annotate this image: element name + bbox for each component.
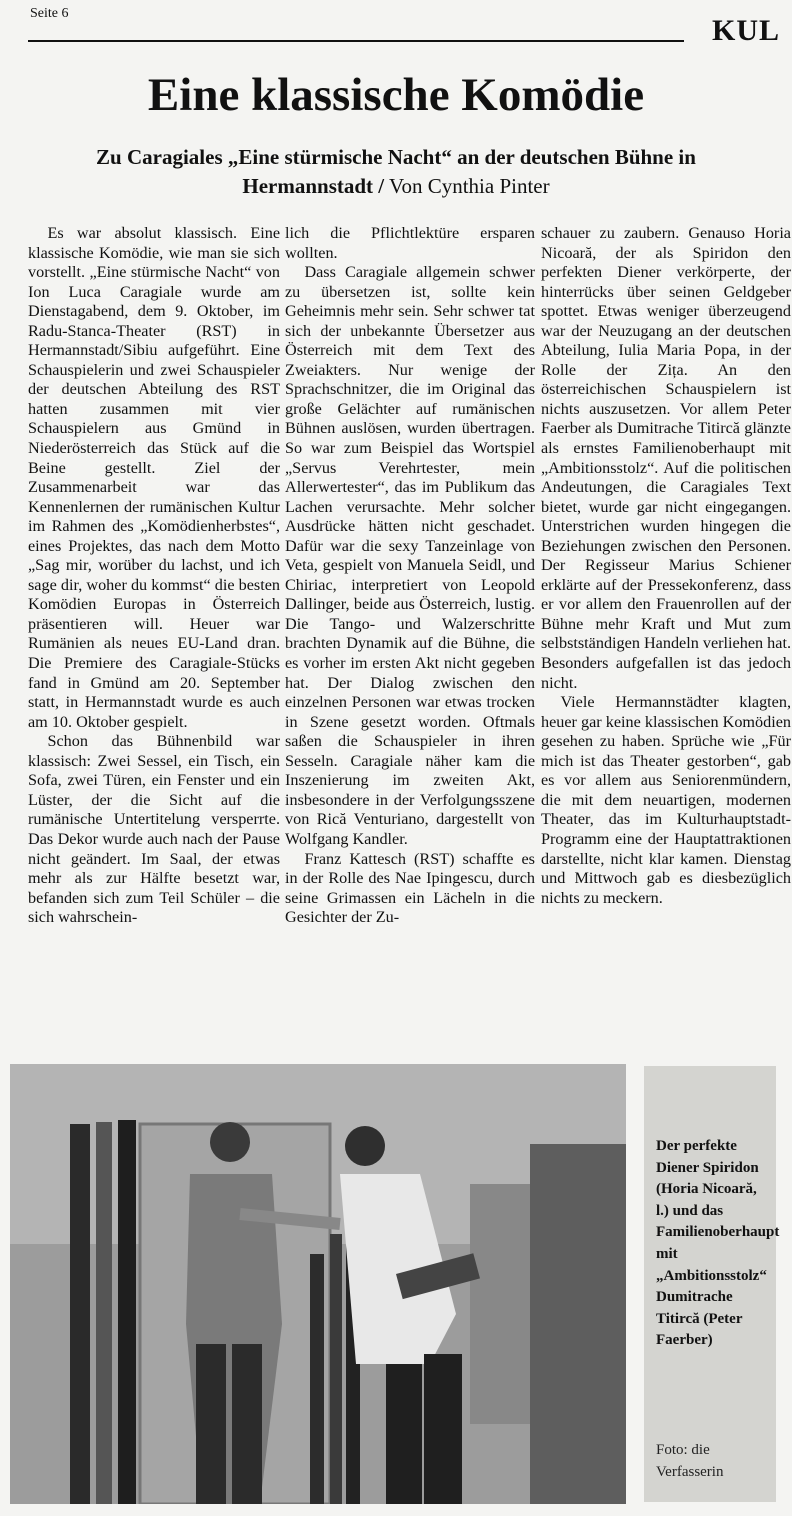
article-headline: Eine klassische Komödie <box>147 69 645 121</box>
byline: Von Cynthia Pinter <box>384 174 550 198</box>
subhead-text: Zu Caragiales „Eine stürmische Nacht“ an der deutschen Bühne in Hermannstadt / <box>96 145 696 198</box>
photo-illustration <box>10 1064 626 1504</box>
photo-credit: Foto: die Verfasserin <box>656 1442 724 1480</box>
column-3 <box>541 224 791 908</box>
column-1 <box>28 224 280 928</box>
paragraph: Franz Kattesch (RST) schaffte es in der Rolle des Nae Ipingescu, durch seine Grimassen ein Lächeln in die Gesichter der Zu- <box>285 849 535 927</box>
paragraph: Dass Caragiale allgemein schwer zu übersetzen ist, sollte kein Geheimnis mehr sein. Sehr schwer tat sich der unbekannte Übersetzer aus Österreich mit dem Text des Zweiakters. Nur wenige der Sprachschnitzer, die im Original das große Gelächter auf rumänischen Bühnen auslösen, wurden übertragen. So war zum Beispiel das Wortspiel „Servus Verehrtester, mein Allerwertester“, das im Publikum das Lachen verursachte. Mehr solcher Ausdrücke hätten nicht geschadet. Dafür war die sexy Tanzeinlage von Veta, gespielt von Manuela Seidl, und Chiriac, interpretiert von Leopold Dallinger, beide aus Österreich, lustig. Die Tango- und Walzerschritte brachten Dynamik auf die Bühne, die es vorher im ersten Akt nicht gegeben hat. Der Dialog zwischen den einzelnen Personen war etwas trocken in Szene gesetzt worden. Oftmals saßen die Schauspieler in ihren Sesseln. Caragiale näher kam die Inszenierung im zweiten Akt, insbesondere in der Verfolgungsszene von Rică Venturiano, dargestellt von Wolfgang Kandler. <box>285 263 535 848</box>
paragraph: Viele Hermannstädter klagten, heuer gar keine klassischen Komödien gesehen zu haben. Sprüche wie „Für mich ist das Theater gestorben“, gab es vor allem aus Seniorenmündern, die mit dem neuartigen, modernen Theater, das im Kulturhauptstadt-Programm eine der Hauptattraktionen darstellte, nicht klar kamen. Dienstag und Mittwoch gab es diesbezüglich nichts zu meckern. <box>541 693 791 907</box>
article-body <box>22 224 790 1054</box>
paragraph: schauer zu zaubern. Genauso Horia Nicoară, der als Spiridon den perfekten Diener verkörperte, der hinterrücks über seinen Geldgeber spottet. Etwas weniger überzeugend war der Neuzugang an der deutschen Abteilung, Iulia Maria Popa, in der Rolle der Zița. An den österreichischen Schauspielern ist nichts auszusetzen. Vor allem Peter Faerber als Dumitrache Titircă glänzte als ernstes Familienoberhaupt mit „Ambitionsstolz“. Auf die politischen Andeutungen, die Caragiales Text bietet, wurde gar nicht eingegangen. Unterstrichen wurden hingegen die Beziehungen zwischen den Personen. Der Regisseur Marius Schiener erklärte auf der Pressekonferenz, dass er vor allem den Frauenrollen auf der Bühne mehr Kraft und Mut zum selbstständigen Handeln verliehen hat. Besonders aufgefallen ist das jedoch nicht. <box>541 224 791 692</box>
section-label: KUL <box>712 14 781 47</box>
photo-caption: Der perfekte Diener Spiridon (Horia Nicoară, l.) und das Familienoberhaupt mit „Ambitionsstolz“ Dumitrache Titircă (Peter Faerber) <box>656 1138 780 1349</box>
article-subhead <box>60 143 732 201</box>
paragraph: lich die Pflichtlektüre ersparen wollten. <box>285 224 535 262</box>
page-number: Seite 6 <box>30 6 69 21</box>
header-rule <box>28 40 684 42</box>
paragraph: Schon das Bühnenbild war klassisch: Zwei Sessel, ein Tisch, ein Sofa, zwei Türen, ein Fenster und ein Lüster, der die Sicht auf die rumänische Untertitelung versperrte. Das Dekor wurde auch nach der Pause nicht geändert. Im Saal, der etwas mehr als zur Hälfte besetzt war, befanden sich zum Teil Schüler – die sich wahrschein- <box>28 732 280 927</box>
photo-caption-box <box>644 1066 780 1502</box>
stage-photo <box>10 1064 626 1504</box>
column-2 <box>285 224 535 928</box>
paragraph: Es war absolut klassisch. Eine klassische Komödie, wie man sie sich vorstellt. „Eine stürmische Nacht“ von Ion Luca Caragiale wurde am Dienstagabend, dem 9. Oktober, im Radu-Stanca-Theater (RST) in Hermannstadt/Sibiu aufgeführt. Eine Schauspielerin und zwei Schauspieler der deutschen Abteilung des RST hatten zusammen mit vier Schauspielern aus Gmünd in Niederösterreich das Stück auf die Beine gestellt. Ziel der Zusammenarbeit war das Kennenlernen der rumänischen Kultur im Rahmen des „Komödienherbstes“, eines Projektes, das nach dem Motto „Sag mir, worüber du lachst, und ich sage dir, woher du kommst“ die besten Komödien Europas in Österreich präsentieren will. Heuer war Rumänien als neues EU-Land dran. Die Premiere des Caragiale-Stücks fand in Gmünd am 20. September statt, in Hermannstadt wurde es auch am 10. Oktober gespielt. <box>28 224 280 731</box>
